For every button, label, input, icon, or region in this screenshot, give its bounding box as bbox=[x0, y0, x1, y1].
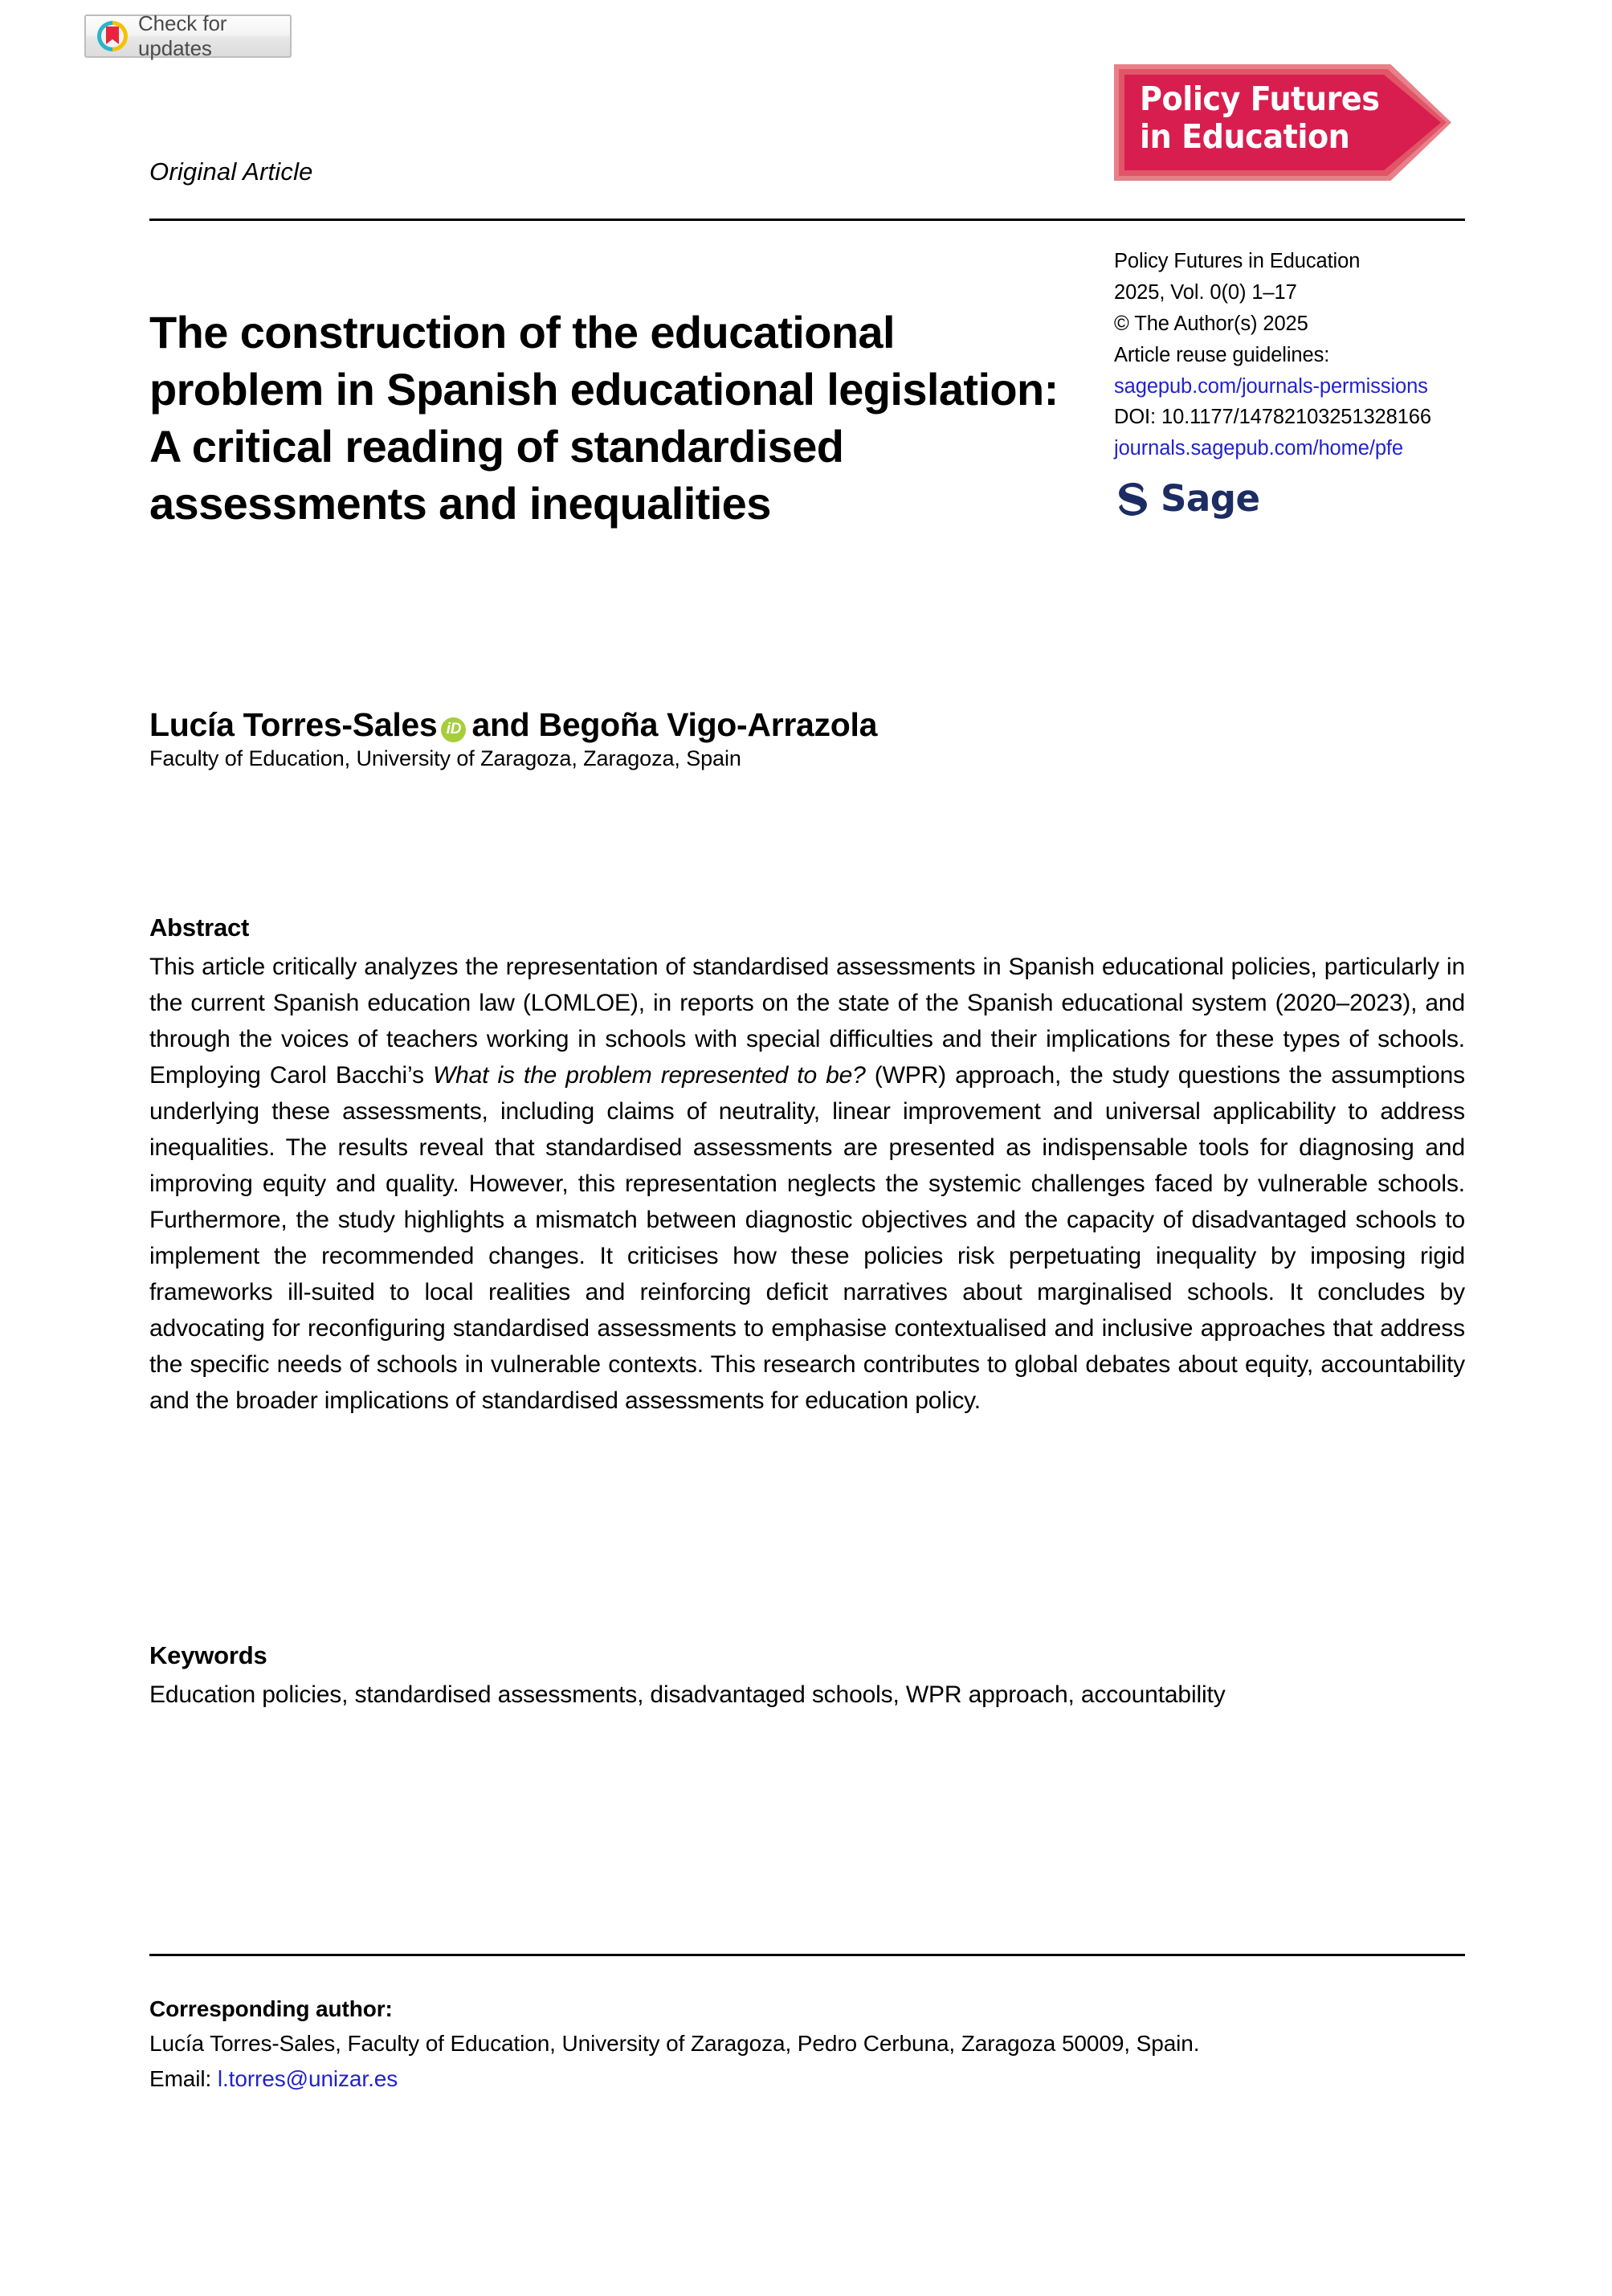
corresponding-author-email-line bbox=[149, 2061, 1465, 2096]
check-for-updates-label: Check for updates bbox=[138, 11, 227, 60]
corresponding-author-block bbox=[149, 1992, 1465, 2096]
header-divider bbox=[149, 219, 1465, 221]
meta-journal-name: Policy Futures in Education bbox=[1114, 250, 1361, 272]
sage-s-mark bbox=[1114, 480, 1152, 518]
email-label: Email: bbox=[149, 2065, 218, 2091]
author-name-1: Lucía Torres-Sales bbox=[149, 706, 438, 743]
abstract-text bbox=[149, 949, 1465, 1419]
journal-logo-banner bbox=[1114, 64, 1451, 181]
journal-logo-line1: Policy Futures bbox=[1140, 80, 1380, 118]
footer-divider bbox=[149, 1954, 1465, 1956]
meta-copyright: © The Author(s) 2025 bbox=[1114, 312, 1308, 335]
meta-doi: DOI: 10.1177/14782103251328166 bbox=[1114, 406, 1431, 429]
permissions-link[interactable]: sagepub.com/journals-permissions bbox=[1114, 374, 1428, 398]
page-title: The construction of the educational problem in Spanish educational legislation: A critical reading of standardised assessments and inequalities bbox=[149, 306, 1059, 529]
sage-wordmark: Sage bbox=[1161, 477, 1260, 521]
sage-publisher-logo bbox=[1114, 472, 1483, 527]
meta-volume: 2025, Vol. 0(0) 1–17 bbox=[1114, 280, 1297, 304]
journal-home-link[interactable]: journals.sagepub.com/home/pfe bbox=[1114, 437, 1403, 460]
orcid-id-icon[interactable]: iD bbox=[441, 717, 466, 742]
author-conjunction: and bbox=[471, 706, 530, 743]
article-type-kicker: Original Article bbox=[149, 157, 313, 186]
corresponding-author-heading: Corresponding author: bbox=[149, 1996, 393, 2021]
abstract-italic-phrase: What is the problem represented to be? bbox=[432, 1062, 866, 1089]
keywords-heading: Keywords bbox=[149, 1641, 267, 1669]
corresponding-author-address: Lucía Torres-Sales, Faculty of Education, University of Zaragoza, Pedro Cerbuna, Zaragoza 50009, Spain. bbox=[149, 2031, 1200, 2057]
abstract-part-1: This article critically analyzes the representation of standardised assessments in Spanish educational policies, particularly in the current Spanish education law (LOMLOE), in reports on the state of the Spanish educational system (2020–2023), and through the voices of teachers working in schools with special difficulties and their implications for these types of schools. Employing Carol Bacchi’s bbox=[149, 954, 1465, 1089]
journal-logo-line2: in Education bbox=[1140, 116, 1350, 156]
crossmark-icon bbox=[97, 21, 128, 51]
abstract-section bbox=[149, 913, 1465, 1443]
keywords-text: Education policies, standardised assessments, disadvantaged schools, WPR approach, accountability bbox=[149, 1681, 1226, 1708]
abstract-part-2: (WPR) approach, the study questions the assumptions underlying these assessments, including claims of neutrality, linear improvement and universal applicability to address inequalities. The results reveal that standardised assessments are presented as indispensable tools for diagnosing and improving equity and quality. However, this representation neglects the systemic challenges faced by vulnerable schools. Furthermore, the study highlights a mismatch between diagnostic objectives and the capacity of disadvantaged schools to implement the recommended changes. It criticises how these policies risk perpetuating inequality by imposing rigid frameworks ill-suited to local realities and reinforcing deficit narratives about marginalised schools. It concludes by advocating for reconfiguring standardised assessments to emphasise contextualised and inclusive approaches that address the specific needs of schools in vulnerable contexts. This research contributes to global debates about equity, accountability and the broader implications of standardised assessments for education policy. bbox=[149, 1062, 1466, 1414]
author-name-2: Begoña Vigo-Arrazola bbox=[538, 706, 878, 743]
email-link[interactable]: l.torres@unizar.es bbox=[217, 2065, 398, 2091]
abstract-heading: Abstract bbox=[149, 913, 250, 942]
author-list bbox=[149, 706, 1467, 745]
keywords-section bbox=[149, 1641, 1465, 1713]
article-metadata bbox=[1114, 246, 1483, 527]
check-for-updates-button[interactable] bbox=[84, 11, 292, 60]
author-affiliation: Faculty of Education, University of Zaragoza, Zaragoza, Spain bbox=[149, 746, 741, 770]
journal-logo-text bbox=[1140, 80, 1380, 155]
meta-reuse-label: Article reuse guidelines: bbox=[1114, 343, 1330, 366]
